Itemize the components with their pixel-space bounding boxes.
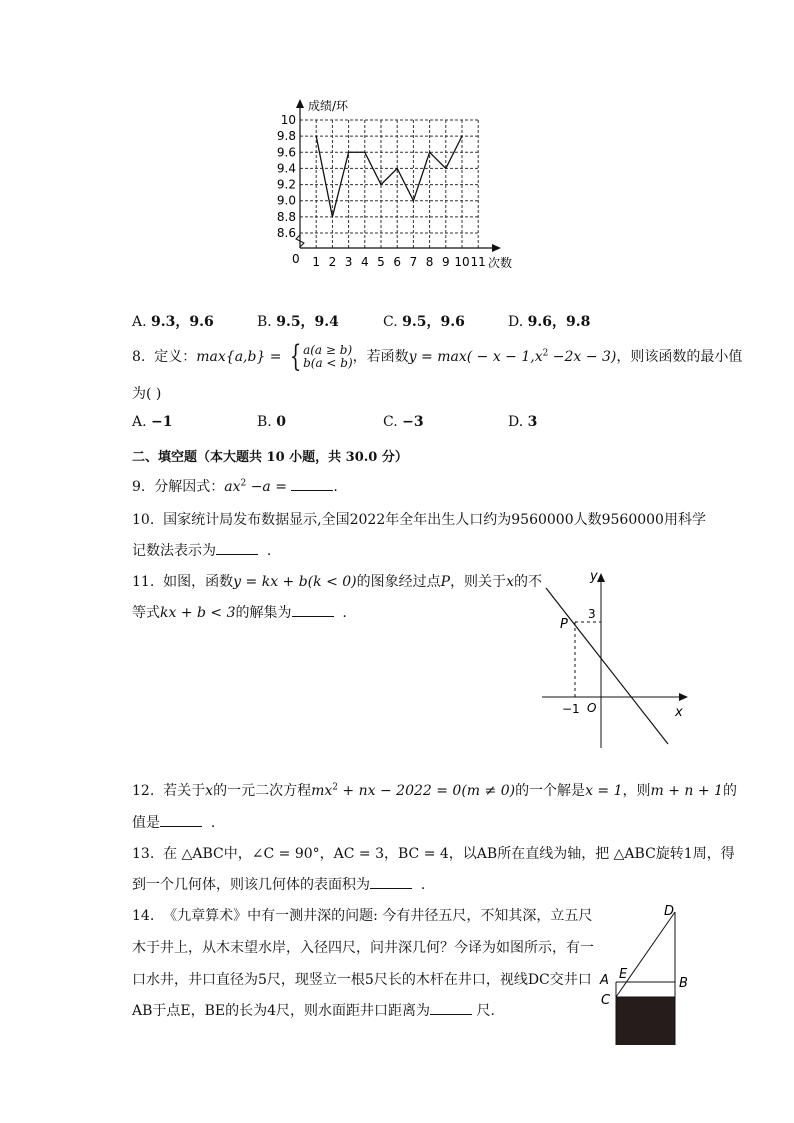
- label-e: E: [619, 967, 628, 982]
- q12-sol: x = 1: [585, 783, 623, 799]
- q9-sup: 2: [240, 478, 247, 489]
- q14-line2: 木于井上，从木末望水岸，入径四尺，问井深几何？今译为如图所示，有一: [132, 940, 594, 956]
- y-tick-label: 8.6: [276, 226, 296, 240]
- q12-t2: 的一元二次方程: [213, 783, 312, 799]
- question-number: 10.: [132, 512, 155, 528]
- y-tick-label: 9.2: [276, 177, 296, 192]
- q14-line1: [132, 905, 592, 925]
- option-letter: D.: [508, 414, 524, 430]
- q8-option-b: [257, 414, 286, 430]
- q11-line2: [132, 602, 347, 622]
- q10-line2: [132, 540, 271, 560]
- x-tick-label: 6: [393, 255, 402, 269]
- q9-text: 分解因式：: [154, 479, 225, 495]
- x-tick-label: 10: [454, 255, 470, 269]
- q14-end: 尺.: [476, 1003, 495, 1019]
- answer-blank[interactable]: [370, 874, 412, 889]
- point-p-label: P: [560, 617, 568, 632]
- question-number: 9.: [132, 479, 146, 495]
- q10-text: 国家统计局发布数据显示,全国2022年全年出生人口约为9560000人数9560000用科学: [163, 512, 706, 528]
- q8-lead: 定义：: [154, 349, 197, 365]
- section-heading: 二、填空题（本大题共 10 小题，共 30.0 分）: [132, 450, 408, 465]
- q8-case2: b(a < b): [303, 356, 353, 370]
- x-tick-label: 9: [441, 255, 450, 269]
- q13-line1: [132, 843, 735, 863]
- q11-coordinate-figure: [538, 566, 698, 756]
- q11-func: y = kx + b(k < 0): [233, 574, 357, 590]
- q11-t6: 的解集为: [235, 605, 292, 621]
- answer-blank[interactable]: [160, 812, 202, 827]
- q11-line1: [132, 571, 542, 591]
- option-text: 3: [527, 414, 538, 430]
- q8-question: [132, 339, 743, 374]
- score-line-chart: [270, 88, 530, 278]
- function-line: [546, 588, 668, 744]
- q13-line2: [132, 874, 425, 894]
- q9-expr-tail: −a =: [246, 479, 292, 495]
- q11-var: x: [506, 574, 514, 590]
- q11-t2: 的图象经过点: [356, 574, 441, 590]
- q11-point: P: [440, 574, 451, 590]
- origin-label: O: [587, 701, 597, 715]
- option-text: 9.3，9.6: [151, 314, 214, 330]
- option-text: 9.5，9.6: [402, 314, 465, 330]
- answer-blank[interactable]: [216, 540, 258, 555]
- x-tick-label: 4: [360, 255, 369, 269]
- q8-func-sup: 2: [542, 348, 549, 359]
- q8-end: ，则该函数的最小值: [616, 349, 743, 365]
- x-label: x: [675, 705, 683, 720]
- q14-text4: AB于点E，BE的长为4尺，则水面距井口距离为: [132, 1003, 431, 1019]
- x-axis-arrow: [679, 693, 688, 701]
- q8-option-d: [508, 414, 537, 430]
- option-letter: C.: [383, 314, 398, 330]
- answer-blank[interactable]: [291, 476, 333, 491]
- label-d: D: [664, 904, 675, 919]
- y-tick-label: 9.0: [276, 193, 296, 208]
- origin-label: 0: [292, 252, 300, 266]
- y-tick-label: 8.8: [276, 209, 296, 224]
- q13-text2: 到一个几何体，则该几何体的表面积为: [132, 877, 370, 893]
- option-letter: A.: [132, 314, 147, 330]
- question-number: 8.: [132, 349, 146, 365]
- q8-func-tail: −2x − 3): [548, 349, 617, 365]
- q11-t4: 的不: [513, 574, 542, 590]
- q7-option-b: [257, 311, 339, 331]
- option-letter: D.: [508, 314, 524, 330]
- x-axis-label: 次数: [488, 256, 513, 270]
- y-tick-label: 10: [280, 113, 296, 127]
- option-text: −3: [402, 414, 424, 430]
- x-tick-label: 1: [312, 255, 321, 269]
- q8-mid: ，若函数: [352, 349, 409, 365]
- x-tick-label: 5: [377, 255, 385, 269]
- q7-option-c: [383, 311, 465, 331]
- label-three: 3: [588, 607, 596, 621]
- q12-eq: mx: [311, 783, 333, 799]
- score-series-line: [316, 136, 462, 217]
- q12-t6: 值是: [132, 815, 160, 831]
- q8-func: y = max( − x − 1,x: [408, 349, 543, 365]
- question-number: 12.: [132, 783, 155, 799]
- q12-t5: 的: [722, 783, 737, 799]
- q10-line1: [132, 509, 706, 529]
- option-letter: C.: [383, 414, 398, 430]
- q10-end: .: [266, 543, 272, 559]
- sight-line-dc: [616, 912, 675, 997]
- q12-t3: 的一个解是: [515, 783, 586, 799]
- x-tick-label: 11: [470, 255, 486, 269]
- q8-case1: a(a ≥ b): [303, 343, 353, 357]
- q9-end: .: [333, 479, 338, 495]
- q14-line3: 口水井，井口直径为5尺，现竖立一根5尺长的木杆在井口，视线DC交井口: [132, 972, 592, 988]
- option-letter: B.: [257, 414, 272, 430]
- option-letter: A.: [132, 414, 147, 430]
- y-tick-label: 9.4: [276, 161, 296, 176]
- q13-end: .: [420, 877, 426, 893]
- q12-end: .: [210, 815, 216, 831]
- q12-expr: m + n + 1: [650, 783, 723, 799]
- y-label: y: [590, 569, 598, 584]
- answer-blank[interactable]: [292, 602, 334, 617]
- q11-t5: 等式: [132, 605, 160, 621]
- q12-eq-tail: + nx − 2022 = 0(m ≠ 0): [337, 783, 516, 799]
- q11-end: .: [342, 605, 347, 621]
- q11-ineq: kx + b < 3: [160, 605, 236, 621]
- x-tick-label: 3: [344, 255, 353, 269]
- q10-text2: 记数法表示为: [132, 543, 216, 559]
- piecewise-brace: { a(a ≥ b) b(a < b): [289, 339, 353, 374]
- option-text: 9.5，9.4: [276, 314, 339, 330]
- q14-line4: [132, 1000, 495, 1020]
- q12-line1: [132, 780, 737, 800]
- label-a: A: [600, 973, 609, 988]
- y-axis-label: 成绩/环: [308, 99, 349, 113]
- question-number: 11.: [132, 574, 155, 590]
- x-tick-label: 2: [328, 255, 337, 269]
- q8-line2: 为( ): [132, 386, 162, 402]
- q12-t4: ，则: [622, 783, 651, 799]
- q9-expr: ax: [224, 479, 241, 495]
- option-text: −1: [151, 414, 173, 430]
- chart-grid: [300, 120, 478, 248]
- question-number: 13.: [132, 846, 155, 862]
- option-letter: B.: [257, 314, 272, 330]
- q11-t3: ，则关于: [450, 574, 507, 590]
- answer-blank[interactable]: [430, 1000, 472, 1015]
- q7-option-a: [132, 311, 214, 331]
- q8-option-a: [132, 414, 173, 430]
- q9-question: [132, 476, 338, 496]
- q13-text: 在 △ABC中，∠C = 90°，AC = 3，BC = 4，以AB所在直线为轴，把 △ABC旋转1周，得: [163, 846, 735, 862]
- x-tick-label: 8: [425, 255, 434, 269]
- label-b: B: [679, 976, 688, 991]
- q12-var: x: [205, 783, 214, 799]
- label-c: C: [601, 993, 611, 1008]
- q8-def-left: max{a,b} =: [196, 349, 286, 365]
- q14-text1: 《九章算术》中有一测井深的问题: 今有井径五尺，不知其深，立五尺: [163, 908, 593, 924]
- chart-axes: [296, 99, 501, 252]
- q12-line2: [132, 812, 215, 832]
- y-tick-label: 9.6: [276, 145, 296, 160]
- option-text: 0: [276, 414, 286, 430]
- q8-option-c: [383, 414, 424, 430]
- q11-t1: 如图，函数: [163, 574, 234, 590]
- y-tick-label: 9.8: [276, 129, 296, 144]
- option-text: 9.6，9.8: [527, 314, 591, 330]
- x-tick-label: 7: [409, 255, 418, 269]
- q7-option-d: [508, 311, 590, 331]
- y-axis-arrow: [597, 573, 605, 582]
- q12-t1: 若关于: [163, 783, 206, 799]
- label-neg1: −1: [562, 702, 580, 716]
- y-axis-arrow: [296, 99, 304, 108]
- q12-sup: 2: [332, 782, 338, 793]
- water-fill: [616, 997, 675, 1045]
- q14-well-figure: [596, 898, 706, 1050]
- x-axis-arrow: [492, 244, 501, 252]
- question-number: 14.: [132, 908, 155, 924]
